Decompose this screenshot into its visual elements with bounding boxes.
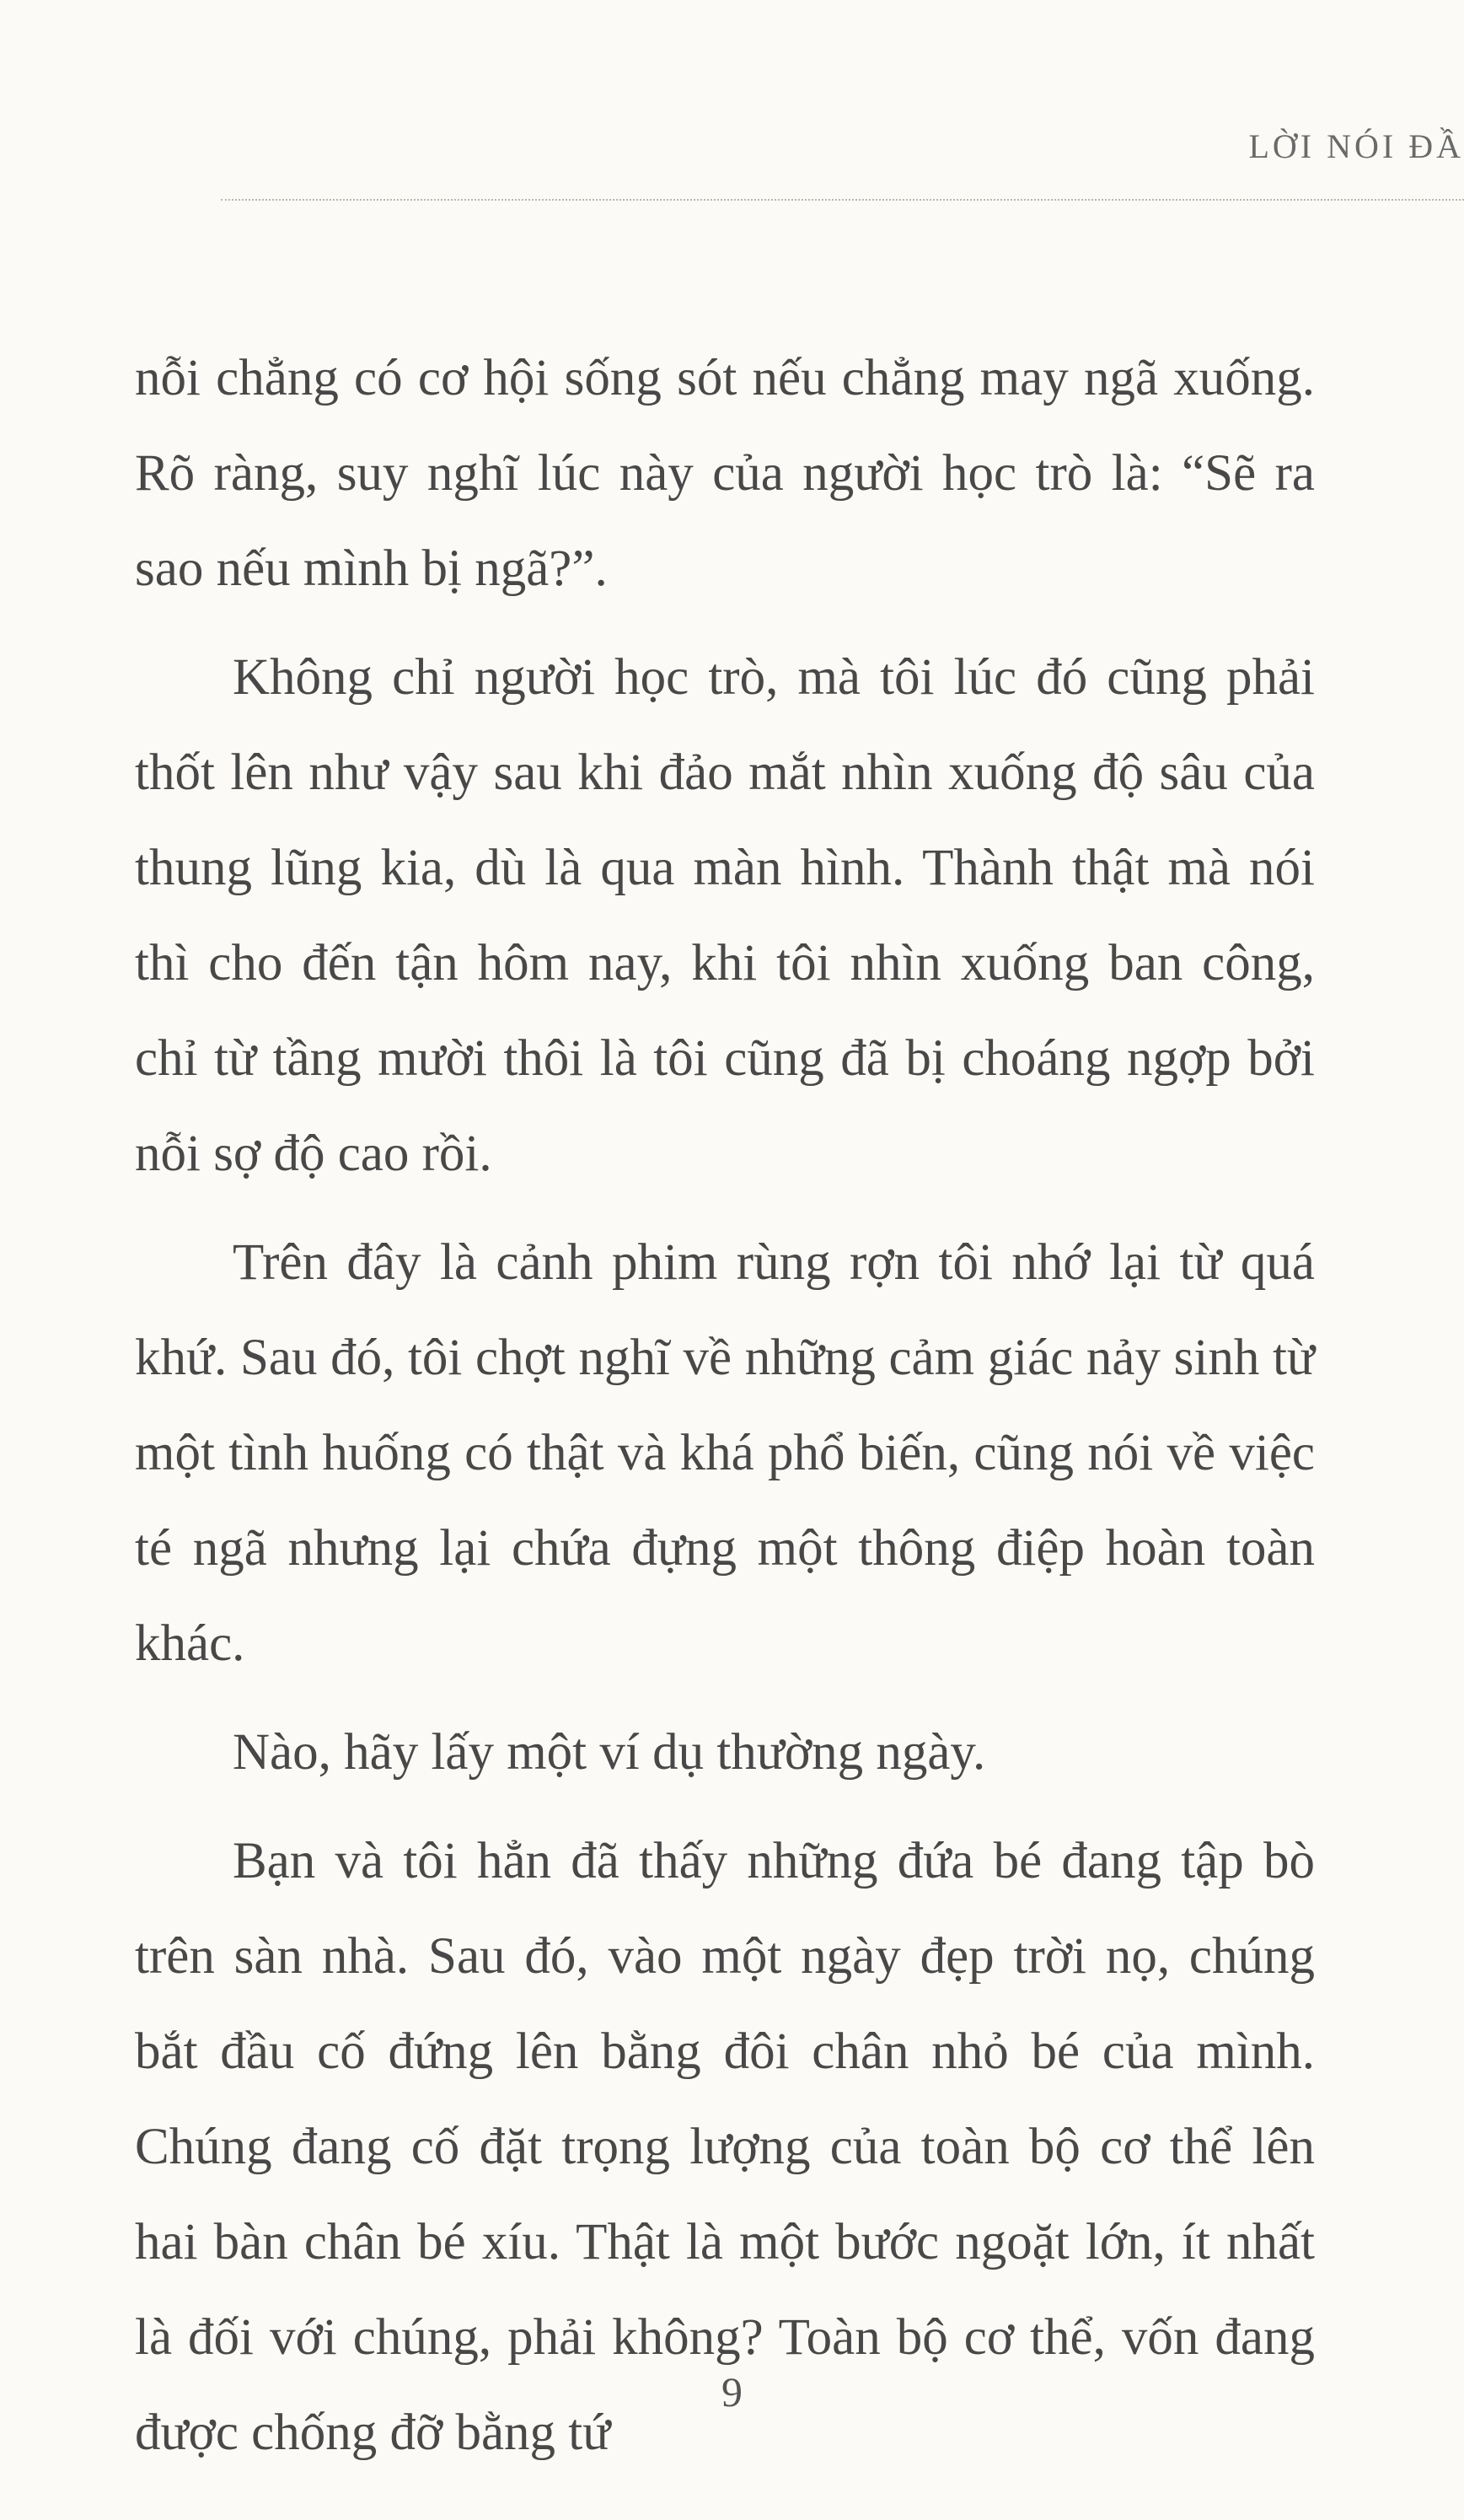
paragraph: Trên đây là cảnh phim rùng rợn tôi nhớ lại từ quá khứ. Sau đó, tôi chợt nghĩ về những cảm giác nảy sinh từ một tình huống có thật và khá phổ biến, cũng nói về việc té ngã nhưng lại chứa đựng một thông điệp hoàn toàn khác. [135, 1234, 1315, 1672]
paragraph: Nào, hãy lấy một ví dụ thường ngày. [233, 1724, 986, 1781]
paragraph: Không chỉ người học trò, mà tôi lúc đó cũng phải thốt lên như vậy sau khi đảo mắt nhìn xuống độ sâu của thung lũng kia, dù là qua màn hình. Thành thật mà nói thì cho đến tận hôm nay, khi tôi nhìn xuống ban công, chỉ từ tầng mười thôi là tôi cũng đã bị choáng ngợp bởi nỗi sợ độ cao rồi. [135, 649, 1315, 1182]
paragraph-continuation: nỗi chẳng có cơ hội sống sót nếu chẳng may ngã xuống. Rõ ràng, suy nghĩ lúc này của người học trò là: “Sẽ ra sao nếu mình bị ngã?”. [135, 350, 1315, 597]
running-header: LỜI NÓI ĐẦ [1248, 127, 1464, 165]
header-divider [221, 199, 1464, 201]
body-text [135, 330, 1315, 2494]
paragraph: Bạn và tôi hẳn đã thấy những đứa bé đang tập bò trên sàn nhà. Sau đó, vào một ngày đẹp trời nọ, chúng bắt đầu cố đứng lên bằng đôi chân nhỏ bé của mình. Chúng đang cố đặt trọng lượng của toàn bộ cơ thể lên hai bàn chân bé xíu. Thật là một bước ngoặt lớn, ít nhất là đối với chúng, phải không? Toàn bộ cơ thể, vốn đang được chống đỡ bằng tứ [135, 1833, 1315, 2461]
page-number: 9 [721, 2368, 743, 2415]
